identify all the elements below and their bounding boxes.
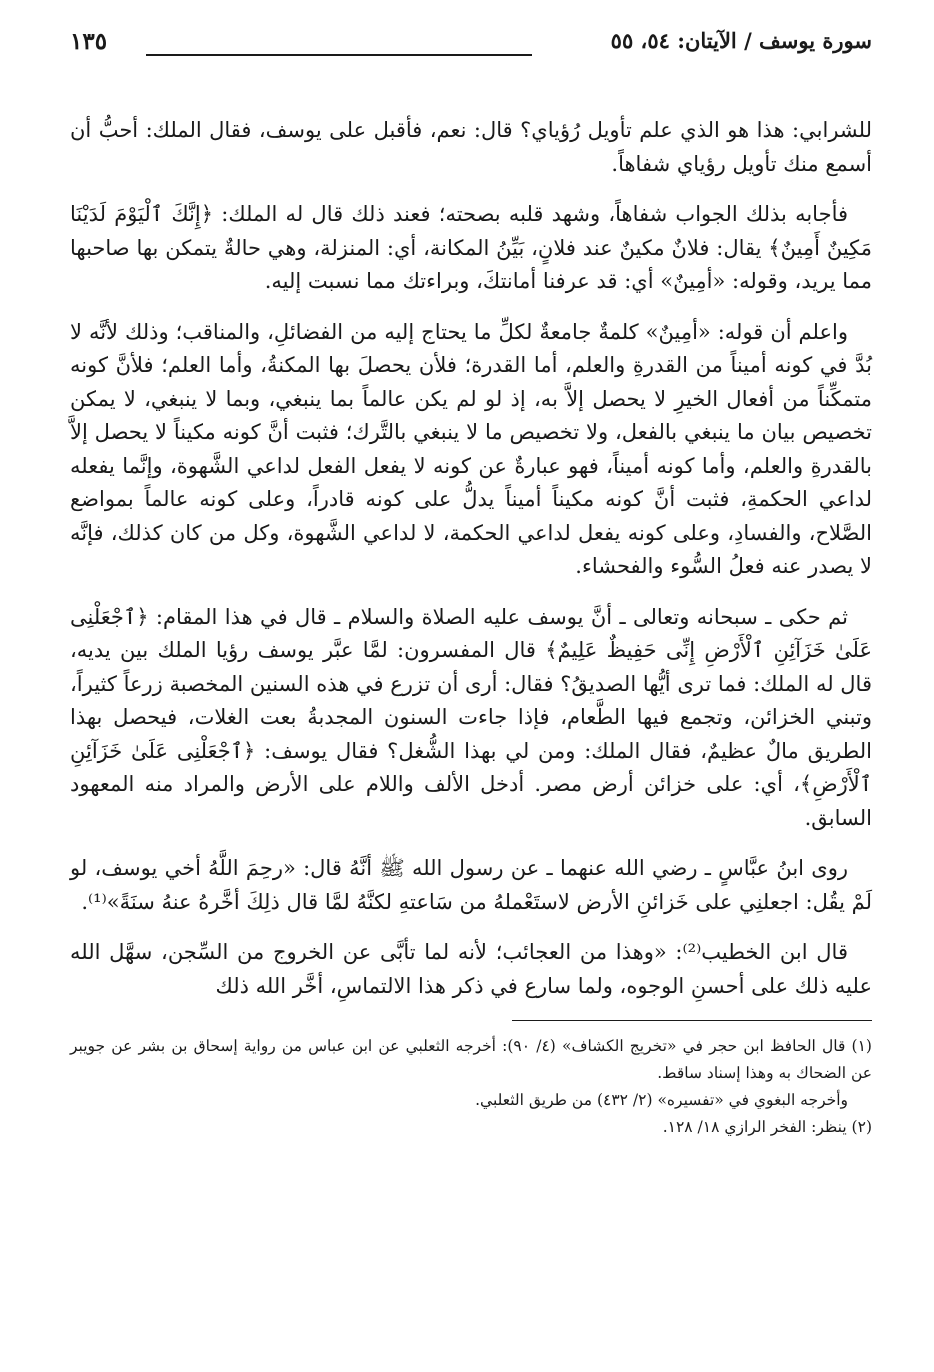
footnote-separator — [512, 1020, 872, 1021]
paragraph: ثم حكى ـ سبحانه وتعالى ـ أنَّ يوسف عليه الصلاة والسلام ـ قال في هذا المقام: ﴿ٱجْعَلْنِى عَلَىٰ خَزَآئِنِ ٱلْأَرْضِ إِنِّى حَفِيظٌ عَلِيمٌ﴾ قال المفسرون: لمَّا عبَّر يوسف رؤيا الملك بين يديه، قال له الملك: فما ترى أيُّها الصديقُ؟ فقال: أرى أن تزرع في هذه السنين المخصبة زرعاً كثيراً، وتبني الخزائن، وتجمع فيها الطَّعام، فإذا جاءت السنون المجدبةُ بعت الغلات، فيحصل بهذا الطريق مالٌ عظيمٌ، فقال الملك: ومن لي بهذا الشُّغل؟ فقال يوسف: ﴿ٱجْعَلْنِى عَلَىٰ خَزَآئِنِ ٱلْأَرْضِ﴾، أي: على خزائن أرض مصر. أدخل الألف واللام على الأرض والمراد منه المعهود السابق. — [70, 604, 872, 830]
footnote: (١) قال الحافظ ابن حجر في «تخريج الكشاف» (٤/ ٩٠): أخرجه الثعلبي عن ابن عباس من رواية إسحاق بن بشر عن جويبر عن الضحاك به وهذا إسناد ساقط. — [70, 1037, 872, 1082]
running-header — [70, 22, 872, 66]
footnotes — [70, 1033, 872, 1141]
paragraph: فأجابه بذلك الجواب شفاهاً، وشهد قلبه بصحته؛ فعند ذلك قال له الملك: ﴿إِنَّكَ ٱلْيَوْمَ لَدَيْنَا مَكِينٌ أَمِينٌ﴾ يقال: فلانٌ مكينٌ عند فلانٍ، بَيِّنُ المكانة، أي: المنزلة، وهي حالةٌ يتمكن بها صاحبها مما يريد، وقوله: «أمِينٌ» أي: قد عرفنا أمانتكَ، وبراءتك مما نسبت إليه. — [70, 202, 872, 293]
header-rule — [146, 54, 532, 56]
book-page — [70, 22, 872, 1352]
footnote: وأخرجه البغوي في «تفسيره» (٢/ ٤٣٢) من طريق الثعلبي. — [475, 1091, 848, 1109]
footnote: (٢) ينظر: الفخر الرازي ١٨/ ١٢٨. — [662, 1118, 872, 1136]
body-text — [70, 114, 872, 1003]
paragraph: روى ابنُ عبَّاسٍ ـ رضي الله عنهما ـ عن رسول الله ﷺ أنَّهُ قال: «رحِمَ اللَّهُ أخي يوسف، لو لَمْ يقُل: اجعلنِي على خَزائنِ الأرض لاستَعْملهُ من سَاعتهِ لكنَّهُ لمَّا قال ذلِكَ أخَّرهُ عنهُ سنَةً»⁽¹⁾. — [70, 856, 872, 914]
running-header-title: سورة يوسف / الآيتان: ٥٤، ٥٥ — [610, 28, 872, 53]
paragraph: للشرابي: هذا هو الذي علم تأويل رُؤياي؟ قال: نعم، فأقبل على يوسف، فقال الملك: أحبُّ أن أسمع منك تأويل رؤياي شفاهاً. — [70, 118, 872, 176]
paragraph: واعلم أن قوله: «أمِينٌ» كلمةٌ جامعةٌ لكلِّ ما يحتاج إليه من الفضائلِ، والمناقب؛ وذلك لأنَّه لا بُدَّ في كونه أميناً من القدرةِ والعلم، أما القدرة؛ فلأن يحصلَ بها المكنةُ، وأما العلم؛ فلأنَّ كونه متمكِّناً من أفعال الخيرِ لا يحصل إلاَّ به، إذ لو لم يكن عالماً بما ينبغي، وبما لا ينبغي، لا يمكن تخصيص بيان ما ينبغي بالفعل، ولا تخصيص ما لا ينبغي بالتَّرك؛ فثبت أنَّ كونه مكيناً لا يحصل إلاَّ بالقدرةِ والعلم، وأما كونه أميناً، فهو عبارةٌ عن كونه لا يفعل الفعل لداعي الشَّهوة، وإنَّما يفعله لداعي الحكمةِ، فثبت أنَّ كونه مكيناً أميناً يدلُّ على كونه قادراً، وعلى كونه عالماً بمواضع الصَّلاح، والفسادِ، وعلى كونه يفعل لداعي الحكمة، لا لداعي الشَّهوة، وكل من كان كذلك، فإنَّه لا يصدر عنه فعلُ السُّوء والفحشاء. — [70, 319, 872, 578]
paragraph: قال ابن الخطيب⁽²⁾: «وهذا من العجائب؛ لأنه لما تأبَّى عن الخروج من السِّجن، سهَّل الله عليه ذلك على أحسنِ الوجوه، ولما سارع في ذكر هذا الالتماسِ، أخَّر الله ذلك — [70, 940, 872, 998]
page-number: ١٣٥ — [70, 28, 108, 55]
